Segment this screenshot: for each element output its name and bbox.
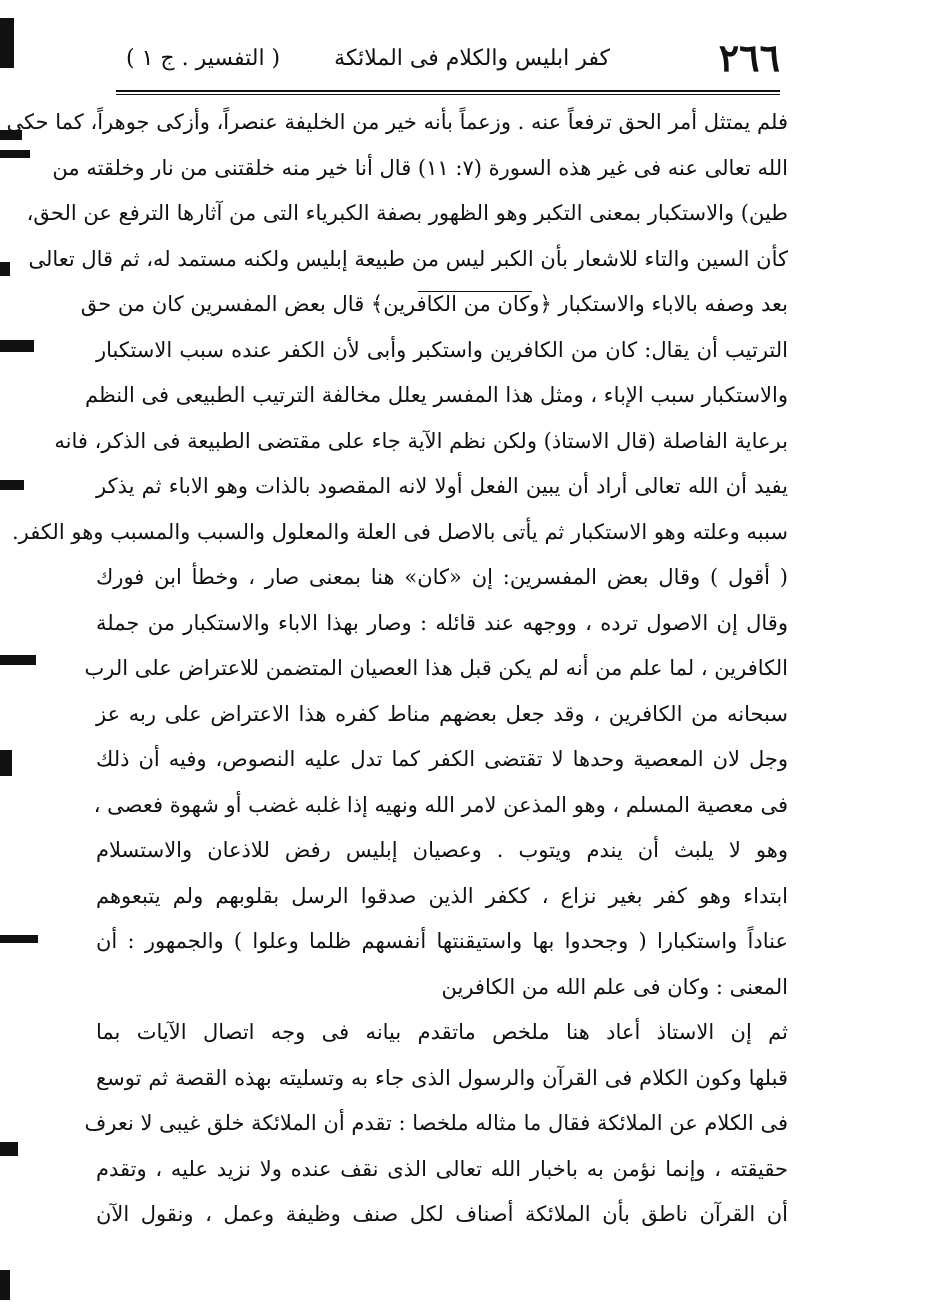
scan-edge-mark <box>0 340 34 352</box>
text-line: والاستكبار سبب الإباء ، ومثل هذا المفسر يعلل مخالفة الترتيب الطبيعى فى النظم <box>85 383 788 407</box>
text-line: فى الكلام عن الملائكة فقال ما مثاله ملخصا : تقدم أن الملائكة خلق غيبى لا نعرف <box>84 1111 788 1135</box>
text-line: طين) والاستكبار بمعنى التكبر وهو الظهور بصفة الكبرياء التى من آثارها الترفع عن الحق، <box>26 201 788 225</box>
text-line: عناداً واستكبارا ( وجحدوا بها واستيقنتها أنفسهم ظلما وعلوا ) والجمهور : أن <box>96 929 788 953</box>
text-line: كأن السين والتاء للاشعار بأن الكبر ليس من طبيعة إبليس ولكنه مستمد له، ثم قال تعالى <box>28 246 788 271</box>
text-line: فى معصية المسلم ، وهو المذعن لامر الله ونهيه إذا غلبه غضب أو شهوة فعصى ، <box>93 792 788 817</box>
volume-reference: ( التفسير . ج ١ ) <box>126 46 281 71</box>
text-line: ( أقول ) وقال بعض المفسرين: إن «كان» هنا بمعنى صار ، وخطأ ابن فورك <box>96 565 788 589</box>
text-line: الترتيب أن يقال: كان من الكافرين واستكبر وأبى لأن الكفر عنده سبب الاستكبار <box>96 337 788 362</box>
scan-edge-mark <box>0 1270 10 1300</box>
text-line: وقال إن الاصول ترده ، ووجهه عند قائله : وصار بهذا الاباء والاستكبار من جملة <box>96 610 788 635</box>
scan-edge-mark <box>0 750 12 776</box>
text-line: فلم يمتثل أمر الحق ترفعاً عنه . وزعماً بأنه خير من الخليفة عنصراً، وأزكى جوهراً، كما حكى <box>6 110 788 134</box>
scan-edge-mark <box>0 150 30 158</box>
text-line: الكافرين ، لما علم من أنه لم يكن قبل هذا العصيان المتضمن للاعتراض على الرب <box>84 656 788 680</box>
text-line: ثم إن الاستاذ أعاد هنا ملخص ماتقدم بيانه فى وجه اتصال الآيات بما <box>96 1020 788 1044</box>
text-line: الله تعالى عنه فى غير هذه السورة (٧: ١١) قال أنا خير منه خلقتنى من نار وخلقته من <box>52 155 788 180</box>
header-rule-thin <box>116 94 780 95</box>
running-title: كفر ابليس والكلام فى الملائكة <box>334 46 610 71</box>
text-line: ابتداء وهو كفر بغير نزاع ، ككفر الذين صدقوا الرسل بقلوبهم ولم يتبعوهم <box>96 883 788 908</box>
scan-edge-mark <box>0 935 38 943</box>
text-line: وجل لان المعصية وحدها لا تقتضى الكفر كما تدل عليه النصوص، وفيه أن ذلك <box>96 747 788 771</box>
header-rule <box>116 90 780 92</box>
text-line: سببه وعلته وهو الاستكبار ثم يأتى بالاصل فى العلة والمعلول والسبب والمسبب وهو الكفر. <box>11 519 788 544</box>
text-line: المعنى : وكان فى علم الله من الكافرين <box>441 974 788 999</box>
text-line: بعد وصفه بالاباء والاستكبار ﴿وكان من الكافرين﴾ قال بعض المفسرين كان من حق <box>80 292 788 316</box>
text-line: برعاية الفاصلة (قال الاستاذ) ولكن نظم الآية جاء على مقتضى الطبيعة فى الذكر، فانه <box>54 428 788 453</box>
running-header <box>120 36 780 86</box>
text-line: سبحانه من الكافرين ، وقد جعل بعضهم مناط كفره هذا الاعتراض على ربه عز <box>96 701 788 726</box>
scan-edge-mark <box>0 480 24 490</box>
page-number: ٢٦٦ <box>718 35 780 80</box>
scan-edge-mark <box>0 18 14 68</box>
scan-edge-mark <box>0 262 10 276</box>
scan-edge-mark <box>0 1142 18 1156</box>
text-line: قبلها وكون الكلام فى القرآن والرسول الذى جاء به وتسليته بهذه القصة ثم توسع <box>96 1065 788 1090</box>
body-text <box>6 100 788 1238</box>
text-line: حقيقته ، وإنما نؤمن به باخبار الله تعالى الذى نقف عنده ولا نزيد عليه ، وتقدم <box>96 1156 788 1181</box>
text-line: أن القرآن ناطق بأن الملائكة أصناف لكل صنف وظيفة وعمل ، ونقول الآن <box>96 1202 788 1226</box>
scan-edge-mark <box>0 655 36 665</box>
text-line: وهو لا يلبث أن يندم ويتوب . وعصيان إبليس رفض للاذعان والاستسلام <box>96 838 788 862</box>
text-line: يفيد أن الله تعالى أراد أن يبين الفعل أولا لانه المقصود بالذات وهو الاباء ثم يذكر <box>96 474 788 498</box>
